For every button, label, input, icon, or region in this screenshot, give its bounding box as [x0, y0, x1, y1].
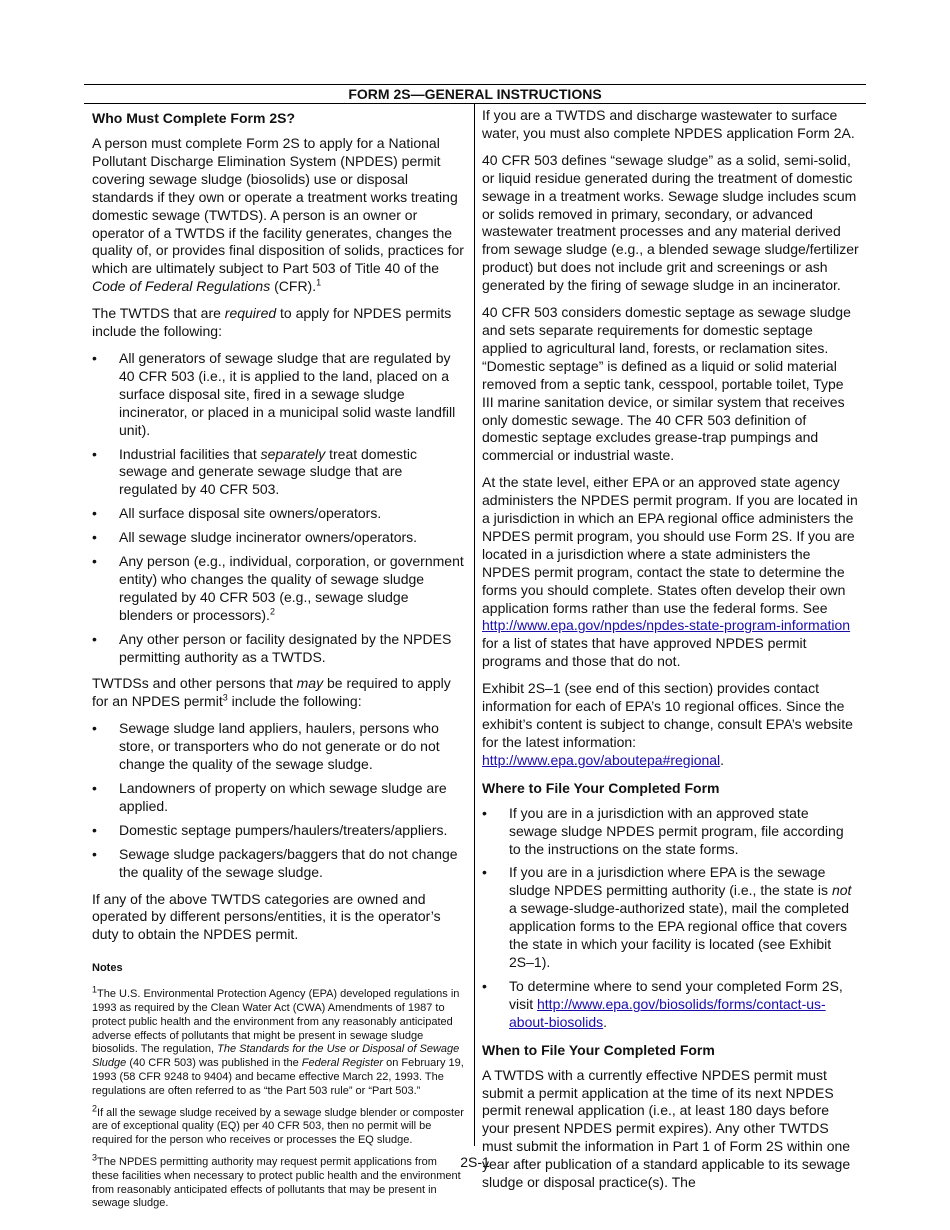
list-item: • Any other person or facility designated by the NPDES permitting authority as a TWTDS.	[92, 631, 464, 667]
may-be-required-list	[92, 720, 464, 881]
list-item: • All sewage sludge incinerator owners/operators.	[92, 529, 464, 547]
paragraph: If you are a TWTDS and discharge wastewater to surface water, you must also complete NPDES application Form 2A.	[482, 107, 855, 141]
state-program-link[interactable]: http://www.epa.gov/npdes/npdes-state-program-information	[482, 617, 851, 634]
footnote-1: $^1$The U.S. Environmental Protection Agency (EPA) developed regulations in 1993 as required by the Clean Water Act (CWA) Amendments of 1987 to protect public health and the environment from any reasonably anticipated adverse effects of pollutants that might be present in sewage sludge biosolids. The regulation, The Standards for the Use or Disposal of Sewage Sludge (40 CFR 503) was published in the Federal Register on February 19, 1993 (58 CFR 9248 to 9404) and became effective March 22, 1993. The regulations are often referred to as “the Part 503 rule” or “Part 503.”	[92, 984, 464, 1097]
list-item: • Any person (e.g., individual, corporation, or government entity) who changes the quality of sewage sludge regulated by 40 CFR 503 (e.g., sewage sludge blenders or processors).$^2$	[92, 553, 464, 625]
paragraph: 40 CFR 503 defines “sewage sludge” as a solid, semi-solid, or liquid residue generated during the treatment of domestic sewage in a treatment works. Sewage sludge includes scum or solids removed in primary, secondary, or advanced wastewater treatment processes and any material derived from sewage sludge (e.g., a blended sewage sludge/fertilizer product) but does not include grit and screenings or ash generated by the firing of sewage sludge in an incinerator.	[482, 151, 859, 294]
footnote-ref: 3	[222, 692, 228, 703]
list-item: • If you are in a jurisdiction with an approved state sewage sludge NPDES permit program, file according to the instructions on the state forms.	[482, 805, 859, 859]
list-item: • Landowners of property on which sewage sludge are applied.	[92, 780, 464, 816]
right-column	[482, 107, 859, 1201]
paragraph: TWTDSs and other persons that may be required to apply for an NPDES permit$^3$ include the following:	[92, 675, 451, 710]
footnote-ref: 1	[316, 277, 322, 288]
list-item: • Sewage sludge land appliers, haulers, persons who store, or transporters who do not generate or do not change the quality of the sewage sludge.	[92, 720, 464, 774]
list-item: • If you are in a jurisdiction where EPA is the sewage sludge NPDES permitting authority (i.e., the state is not a sewage-sludge-authorized state), mail the completed application forms to the EPA regional office that covers the state in which your facility is located (see Exhibit 2S–1).	[482, 864, 859, 971]
left-column	[92, 107, 464, 1219]
section-heading-who-must-complete: Who Must Complete Form 2S?	[92, 110, 295, 126]
paragraph: A TWTDS with a currently effective NPDES permit must submit a permit application at the time of its next NPDES permit renewal application (i.e., at least 180 days before your present NPDES permit expires). Any other TWTDS must submit the information in Part 1 of Form 2S within one year after publication of a standard applicable to its sewage sludge or disposal practice(s). The	[482, 1066, 851, 1191]
page-number: 2S-1	[460, 1154, 490, 1170]
list-item: • All generators of sewage sludge that are regulated by 40 CFR 503 (i.e., it is applied to the land, placed on a surface disposal site, fired in a sewage sludge incinerator, or placed in a municipal solid waste landfill unit).	[92, 350, 464, 440]
list-item: • Sewage sludge packagers/baggers that do not change the quality of the sewage sludge.	[92, 846, 464, 882]
list-item: • Domestic septage pumpers/haulers/treaters/appliers.	[92, 822, 464, 840]
biosolids-contact-link[interactable]: http://www.epa.gov/biosolids/forms/contact-us-about-biosolids	[509, 995, 826, 1030]
footnote-ref: 2	[269, 606, 275, 617]
required-list	[92, 350, 464, 667]
list-item: • Industrial facilities that separately treat domestic sewage and generate sewage sludge that are regulated by 40 CFR 503.	[92, 446, 464, 500]
paragraph: Exhibit 2S–1 (see end of this section) provides contact information for each of EPA’s 10 regional offices. Since the exhibit’s content is subject to change, consult EPA’s website for the latest information: http://www.epa.gov/aboutepa#regional.	[482, 680, 853, 768]
list-item: • All surface disposal site owners/operators.	[92, 505, 464, 523]
paragraph: If any of the above TWTDS categories are owned and operated by different persons/entities, it is the operator’s duty to obtain the NPDES permit.	[92, 890, 441, 943]
notes-heading: Notes	[92, 962, 123, 975]
column-divider	[474, 103, 475, 1146]
where-to-file-list	[482, 805, 859, 1032]
page-title: FORM 2S—GENERAL INSTRUCTIONS	[84, 84, 866, 104]
regional-offices-link[interactable]: http://www.epa.gov/aboutepa#regional	[482, 751, 721, 768]
footnote-3: $^3$The NPDES permitting authority may request permit applications from these facilities when necessary to protect public health and the environment from reasonably anticipated effects of pollutants that may be present in sewage sludge.	[92, 1152, 461, 1210]
paragraph: The TWTDS that are required to apply for NPDES permits include the following:	[92, 305, 452, 340]
section-heading-where-to-file: Where to File Your Completed Form	[482, 779, 720, 796]
footnote-2: $^2$If all the sewage sludge received by a sewage sludge blender or composter are of exceptional quality (EQ) per 40 CFR 503, then no permit will be required for the person who receives or processes the EQ sludge.	[92, 1102, 464, 1147]
list-item: • To determine where to send your completed Form 2S, visit http://www.epa.gov/biosolids/forms/contact-us-about-biosolids.	[482, 978, 859, 1032]
paragraph: 40 CFR 503 considers domestic septage as sewage sludge and sets separate requirements for domestic septage applied to agricultural land, forests, or reclamation sites. “Domestic septage” is defined as a liquid or solid material removed from a septic tank, cesspool, portable toilet, Type III marine sanitation device, or similar system that receives only domestic sewage. The 40 CFR 503 definition of domestic septage excludes grease-trap pumpings and commercial or industrial waste.	[482, 304, 851, 464]
paragraph: A person must complete Form 2S to apply for a National Pollutant Discharge Elimination System (NPDES) permit covering sewage sludge (biosolids) use or disposal standards if they own or operate a treatment works treating domestic sewage (TWTDS). A person is an owner or operator of a TWTDS if the facility generates, changes the quality of, or provides final disposition of solids, practices for which are ultimately subject to Part 503 of Title 40 of the Code of Federal Regulations (CFR).$^1$	[92, 135, 464, 295]
paragraph: At the state level, either EPA or an approved state agency administers the NPDES permit program. If you are located in a jurisdiction in which an EPA regional office administers the NPDES permit program, you should use Form 2S. If you are located in a jurisdiction where a state administers the NPDES permit program, contact the state to determine the forms you should complete. States often develop their own application forms rather than use the federal forms. See http://www.epa.gov/npdes/npdes-state-program-information for a list of states that have approved NPDES permit programs and those that do not.	[482, 474, 858, 670]
section-heading-when-to-file: When to File Your Completed Form	[482, 1041, 715, 1058]
